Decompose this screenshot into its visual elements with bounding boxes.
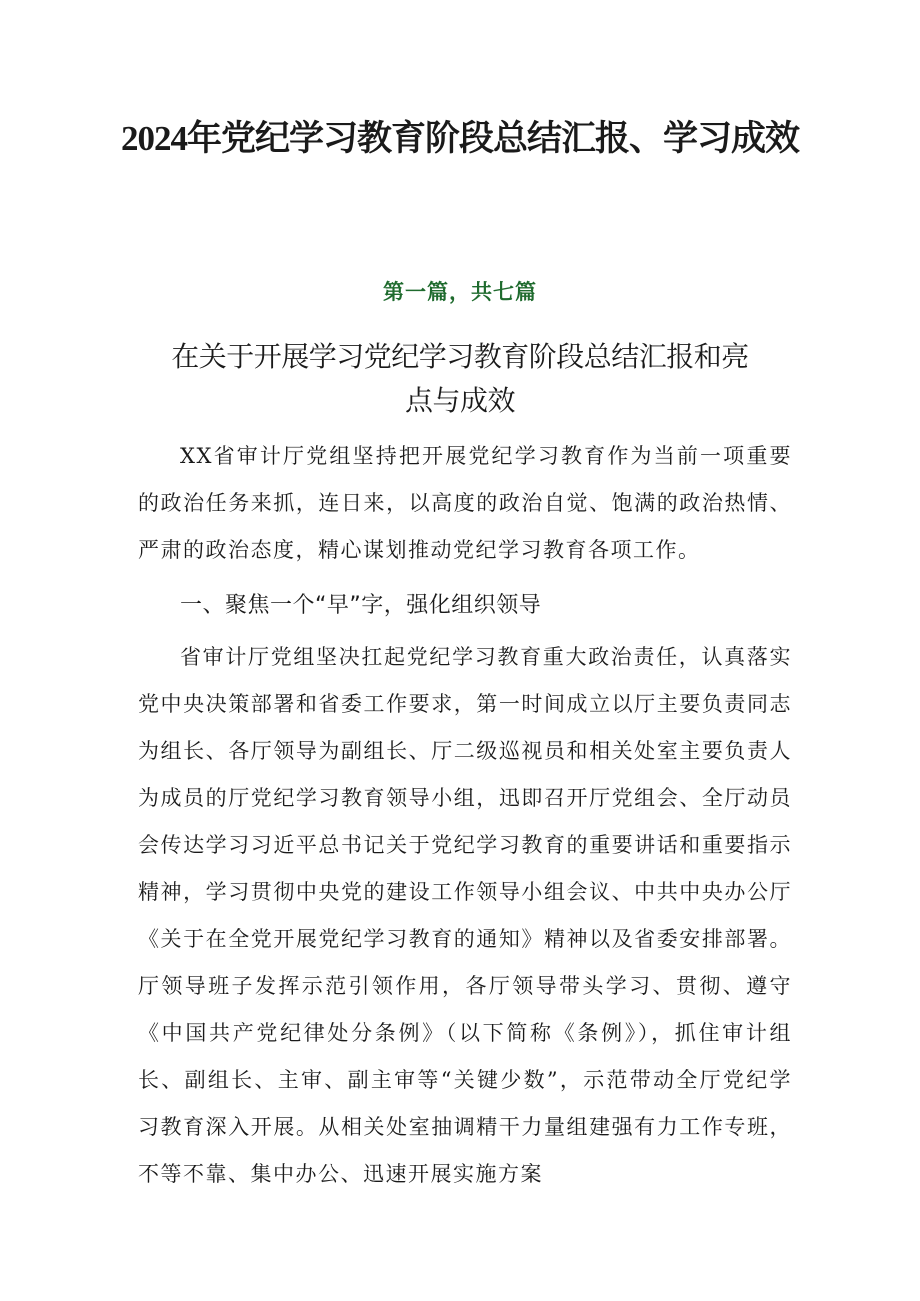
body-paragraph: 省审计厅党组坚决扛起党纪学习教育重大政治责任，认真落实党中央决策部署和省委工作要求，第一时间成立以厅主要负责同志为组长、各厅领导为副组长、厅二级巡视员和相关处室主要负责人为成员的厅党纪学习教育领导小组，迅即召开厅党组会、全厅动员会传达学习习近平总书记关于党纪学习教育的重要讲话和重要指示精神，学习贯彻中央党的建设工作领导小组会议、中共中央办公厅《关于在全党开展党纪学习教育的通知》精神以及省委安排部署。厅领导班子发挥示范引领作用，各厅领导带头学习、贯彻、遵守《中国共产党纪律处分条例》（以下简称《条例》），抓住审计组长、副组长、主审、副主审等“关键少数”，示范带动全厅党纪学习教育深入开展。从相关处室抽调精干力量组建强有力工作专班，不等不靠、集中办公、迅速开展实施方案	[138, 645, 792, 1186]
section-title: 在关于开展学习党纪学习教育阶段总结汇报和亮点与成效	[171, 340, 749, 417]
intro-paragraph: XX省审计厅党组坚持把开展党纪学习教育作为当前一项重要的政治任务来抓，连日来，以高度的政治自觉、饱满的政治热情、严肃的政治态度，精心谋划推动党纪学习教育各项工作。	[138, 444, 792, 562]
document-title: 2024年党纪学习教育阶段总结汇报、学习成效	[120, 119, 799, 158]
section-heading-1: 一、聚焦一个“早”字，强化组织领导	[180, 593, 542, 618]
part-label: 第一篇，共七篇	[383, 279, 537, 304]
